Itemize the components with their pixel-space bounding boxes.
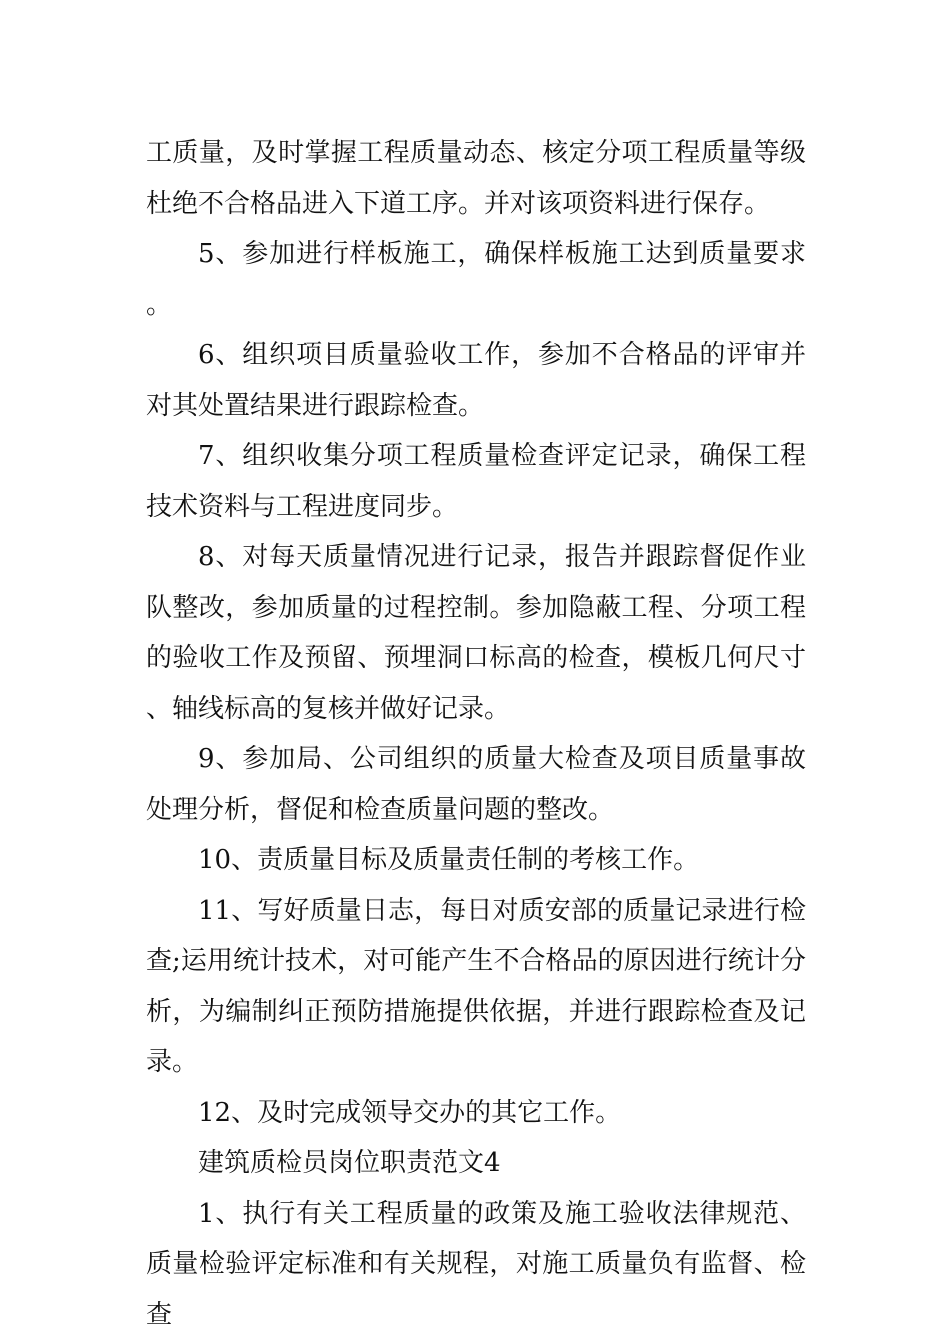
paragraph-item-8: 8、对每天质量情况进行记录，报告并跟踪督促作业队整改，参加质量的过程控制。参加隐蔽工程、分项工程的验收工作及预留、预埋洞口标高的检查，模板几何尺寸、轴线标高的复核并做好记录。 [146,542,806,724]
paragraph-item-6: 6、组织项目质量验收工作，参加不合格品的评审并对其处置结果进行跟踪检查。 [146,340,806,421]
paragraph-item-11: 11、写好质量日志，每日对质安部的质量记录进行检查;运用统计技术，对可能产生不合格品的原因进行统计分析，为编制纠正预防措施提供依据，并进行跟踪检查及记录。 [146,895,806,1077]
paragraph-item-7: 7、组织收集分项工程质量检查评定记录，确保工程技术资料与工程进度同步。 [146,441,806,522]
paragraph-item-1: 1、执行有关工程质量的政策及施工验收法律规范、质量检验评定标准和有关规程，对施工质量负有监督、检查 [146,1198,806,1330]
document-body [146,128,806,1340]
paragraph-continuation: 工质量，及时掌握工程质量动态、核定分项工程质量等级杜绝不合格品进入下道工序。并对该项资料进行保存。 [146,138,806,219]
section-heading: 建筑质检员岗位职责范文4 [198,1148,501,1178]
paragraph-item-5: 5、参加进行样板施工，确保样板施工达到质量要求。 [146,239,806,320]
paragraph-item-10: 10、责质量目标及质量责任制的考核工作。 [198,845,700,875]
paragraph-item-12: 12、及时完成领导交办的其它工作。 [198,1097,622,1128]
paragraph-item-9: 9、参加局、公司组织的质量大检查及项目质量事故处理分析，督促和检查质量问题的整改。 [146,744,806,825]
